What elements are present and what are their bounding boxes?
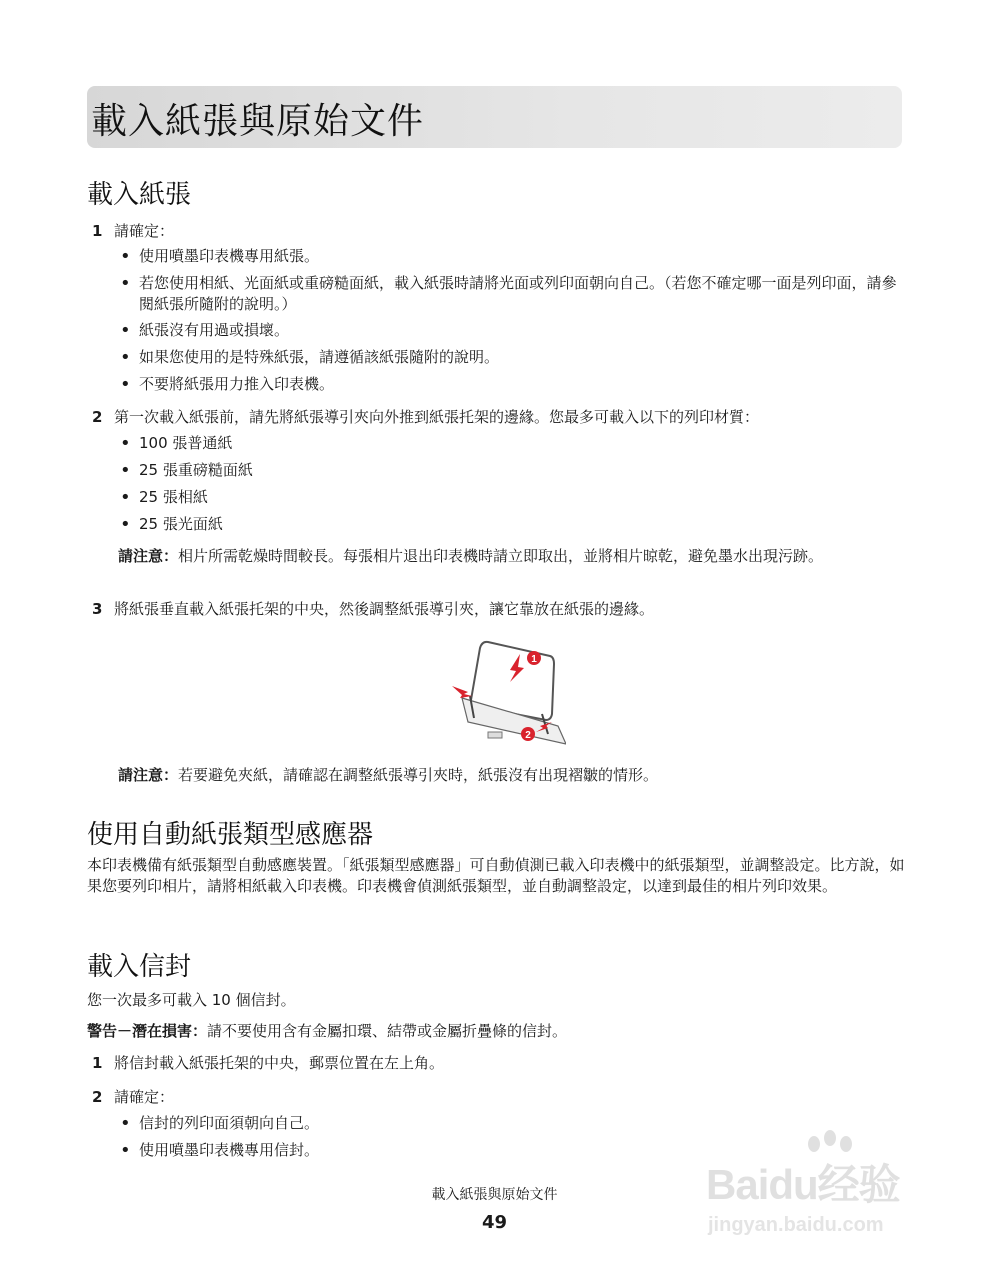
list-item: • 使用噴墨印表機專用信封。 [120, 1140, 320, 1161]
callout-1-label: 1 [531, 654, 537, 665]
step-text: 請確定： [114, 222, 175, 240]
list-item: • 不要將紙張用力推入印表機。 [120, 374, 335, 395]
bullet-icon: • [120, 246, 131, 267]
callout-2-label: 2 [525, 730, 531, 741]
list-item: • 100 張普通紙 [120, 433, 233, 454]
envelope-step-2 [92, 1088, 174, 1106]
warning-label: 警告－潛在損害： [87, 1022, 208, 1040]
page-title: 載入紙張與原始文件 [91, 101, 425, 142]
envelope-step-1 [92, 1054, 444, 1072]
step-text: 將信封載入紙張托架的中央，郵票位置在左上角。 [114, 1054, 445, 1072]
step-2 [92, 408, 759, 426]
heading-load-paper: 載入紙張 [87, 180, 192, 210]
printer-paper-drawing [462, 642, 566, 744]
title-band [87, 86, 902, 148]
watermark-main: Baidu经验 [706, 1161, 900, 1208]
heading-load-envelopes: 載入信封 [87, 952, 192, 982]
sensor-body: 本印表機備有紙張類型自動感應裝置。「紙張類型感應器」可自動偵測已載入印表機中的紙張類型，並調整設定。比方說，如果您要列印相片，請將相紙載入印表機。印表機會偵測紙張類型，並自動調整設定，以達到最佳的相片列印效果。 [87, 856, 905, 895]
step-text: 請確定： [114, 1088, 175, 1106]
note-label: 請注意： [118, 547, 179, 565]
envelope-intro: 您一次最多可載入 10 個信封。 [87, 991, 296, 1009]
list-item: • 使用噴墨印表機專用紙張。 [120, 246, 320, 267]
list-item: • 若您使用相紙、光面紙或重磅糙面紙，載入紙張時請將光面或列印面朝向自己。（若您不確定哪一面是列印面，請參閱紙張所隨附的說明。） [120, 273, 897, 313]
heading-paper-sensor: 使用自動紙張類型感應器 [87, 820, 374, 850]
note-drying [118, 546, 894, 567]
bullet-icon: • [120, 514, 131, 535]
bullet-icon: • [120, 374, 131, 395]
baidu-watermark [700, 1130, 960, 1250]
bullet-icon: • [120, 433, 131, 454]
list-item: • 信封的列印面須朝向自己。 [120, 1113, 320, 1134]
step-number: 2 [92, 408, 103, 426]
step-text: 將紙張垂直載入紙張托架的中央，然後調整紙張導引夾，讓它靠放在紙張的邊緣。 [114, 600, 655, 618]
note-text: 相片所需乾燥時間較長。每張相片退出印表機時請立即取出，並將相片晾乾，避免墨水出現污跡。 [178, 547, 824, 565]
note-paper-jam [118, 765, 894, 786]
note-text: 若要避免夾紙，請確認在調整紙張導引夾時，紙張沒有出現褶皺的情形。 [178, 766, 659, 784]
list-item: • 25 張重磅糙面紙 [120, 460, 253, 481]
step-number: 1 [92, 1054, 103, 1072]
list-item: • 25 張光面紙 [120, 514, 223, 535]
step-number: 1 [92, 222, 103, 240]
paper-loading-illustration [448, 634, 566, 746]
arrow-down-icon [510, 654, 524, 682]
step-number: 3 [92, 600, 103, 618]
warning-text: 請不要使用含有金屬扣環、結帶或金屬折疊條的信封。 [207, 1022, 568, 1040]
step-text: 第一次載入紙張前，請先將紙張導引夾向外推到紙張托架的邊緣。您最多可載入以下的列印材質： [114, 408, 760, 426]
bullet-icon: • [120, 1113, 131, 1134]
footer-title: 載入紙張與原始文件 [431, 1187, 558, 1203]
arrow-right-icon [452, 686, 472, 698]
step-1 [92, 222, 174, 240]
list-item: • 紙張沒有用過或損壞。 [120, 320, 290, 341]
envelope-warning [87, 1021, 905, 1042]
list-item: • 如果您使用的是特殊紙張，請遵循該紙張隨附的說明。 [120, 347, 500, 368]
bullet-icon: • [120, 1140, 131, 1161]
bullet-icon: • [120, 320, 131, 341]
bullet-icon: • [120, 347, 131, 368]
page-number: 49 [481, 1212, 508, 1233]
list-item: • 25 張相紙 [120, 487, 208, 508]
bullet-icon: • [120, 273, 131, 294]
note-label: 請注意： [118, 766, 179, 784]
watermark-url: jingyan.baidu.com [708, 1214, 884, 1236]
step-number: 2 [92, 1088, 103, 1106]
bullet-icon: • [120, 487, 131, 508]
bullet-icon: • [120, 460, 131, 481]
step-3 [92, 600, 654, 618]
